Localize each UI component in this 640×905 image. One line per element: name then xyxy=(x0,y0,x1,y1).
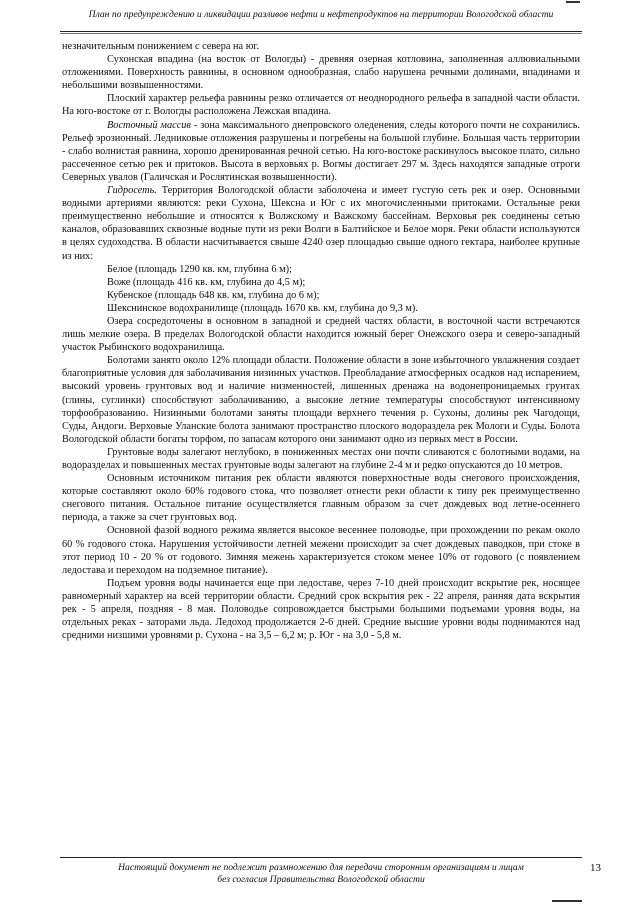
list-item: Белое (площадь 1290 кв. км, глубина 6 м); xyxy=(107,263,292,275)
paragraph: Сухонская впадина (на восток от Вологды) - древняя озерная котловина, заполненная аллювиальными отложениями. Поверхность равнины, в основном однообразная, слабо нарушена речными долинами, впадинами и небольшими возвышенностями. xyxy=(62,54,580,92)
paragraph: Грунтовые воды залегают неглубоко, в пониженных местах они почти сливаются с болотными водами, на водоразделах и повышенных местах грунтовые воды залегают на глубине 2-4 м и редко опускаются до 10 метров. xyxy=(62,446,580,471)
paragraph: Основной фазой водного режима является высокое весеннее половодье, при прохождении по рекам около 60 % годового стока. Нарушения устойчивости летней межени происходит за счет дождевых паводков, при стоке в этот период 10 - 20 % от годового. Зимняя межень характеризуется стоком менее 10% от годового (с появлением ледостава и переходом на подземное питание). xyxy=(62,525,580,576)
header-rule xyxy=(60,31,582,32)
paragraph: Плоский характер рельефа равнины резко отличается от неоднородного рельефа в западной части области. На юго-востоке от г. Вологды расположена Лежская впадина. xyxy=(62,93,580,118)
paragraph-lead: Восточный массив xyxy=(107,119,191,131)
list-item: Воже (площадь 416 кв. км, глубина до 4,5 м); xyxy=(107,276,306,288)
page-footer xyxy=(62,862,580,886)
footer-notice: Настоящий документ не подлежит размножению для передачи сторонним организациям и лицам xyxy=(118,862,524,873)
paragraph: Основным источником питания рек области являются поверхностные воды снегового происхождения, которые составляют около 60% годового стока, что позволяет отнести реки области к типу рек преимущественно снегового питания. Остальное питание осуществляется главным образом за счет дождевых вод летне-осеннего периода, а также за счет грунтовых вод. xyxy=(62,473,580,524)
list-item: Шекснинское водохранилище (площадь 1670 кв. км, глубина до 9,3 м). xyxy=(107,302,418,314)
paragraph xyxy=(62,119,580,184)
document-body xyxy=(62,40,580,642)
paragraph: незначительным понижением с севера на юг. xyxy=(62,41,260,52)
footer-notice-line2: без согласия Правительства Вологодской области xyxy=(217,874,425,885)
paragraph xyxy=(62,184,580,263)
paragraph: Подъем уровня воды начинается еще при ледоставе, через 7-10 дней происходит вскрытие рек, носящее равномерный характер на всей территории области. Средний срок вскрытия рек - 22 апреля, ранняя дата вскрытия рек - 5 апреля, поздняя - 8 мая. Половодье сопровождается быстрыми большими подъемами уровня воды, на отдельных реках - заторами льда. Ледоход продолжается 2-6 дней. Средние высшие уровни воды поднимаются над средними низшими уровнями р. Сухона - на 3,5 – 6,2 м; р. Юг - на 3,0 - 5,8 м. xyxy=(62,577,580,642)
paragraph: Озера сосредоточены в основном в западной и средней частях области, в восточной части встречаются лишь мелкие озера. В пределах Вологодской области находится южный берег Онежского озера и северо-западный участок Рыбинского водохранилища. xyxy=(62,315,580,354)
page-header: План по предупреждению и ликвидации разливов нефти и нефтепродуктов на территории Вологодской области xyxy=(88,9,554,20)
page-number: 13 xyxy=(590,862,601,874)
lake-list xyxy=(62,263,580,315)
paragraph: Болотами занято около 12% площади области. Положение области в зоне избыточного увлажнения создает благоприятные условия для заболачивания низинных участков. Преобладание атмосферных осадков над испарением, высокий уровень грунтовых вод и наличие низменностей, лишенных дренажа на водонепроницаемых грунтах (глины, суглинки) способствуют заболачиванию, а высокие летние температуры способствуют интенсивному торфообразованию. Низинными болотами заняты площади верхнего течения р. Сухоны, долины рек Чагодощи, Суды, Андоги. Верховые Уланские болота занимают пространство плоского водораздела рек Мологи и Суды. Болота Вологодской области богаты торфом, по запасам которого они занимают одно из первых мест в России. xyxy=(62,355,580,445)
header-rule-thin xyxy=(60,33,582,34)
paragraph-text: Территория Вологодской области заболочена и имеет густую сеть рек и озер. Основными водными артериями являются: реки Сухона, Шексна и Юг с их многочисленными притоками. Остальные реки преимущественно небольшие и относятся к Волжскому и Важскому бассейнам. Верховья рек соединены сетью каналов, образовавших сквозные водные пути из реки Волги в Балтийское и Белое моря. Реки области используются в целях судоходства. В области насчитывается свыше 4240 озер площадью свыше одного гектара, наиболее крупные из них: xyxy=(62,185,580,262)
scan-mark-top-right xyxy=(566,1,580,3)
scan-mark-bottom-right xyxy=(552,900,582,902)
footer-rule xyxy=(60,857,582,858)
paragraph-text: - зона максимального днепровского оледенения, следы которого почти не сохранились. Рельеф эрозионный. Ледниковые отложения разрушены и погребены на большой глубине. Большая часть территории - слабо волнистая равнина, хорошо дренированная речной сетью. На юго-востоке раскинулось высокое плато, сильно рассеченное сетью рек и притоков. Высота в верховьях р. Вогмы достигает 297 м. Здесь находятся западные отроги Северных увалов (Галичская и Рослятинская возвышенности). xyxy=(62,119,580,183)
list-item: Кубенское (площадь 648 кв. км, глубина до 6 м); xyxy=(107,289,320,301)
paragraph-lead: Гидросеть. xyxy=(107,185,157,197)
